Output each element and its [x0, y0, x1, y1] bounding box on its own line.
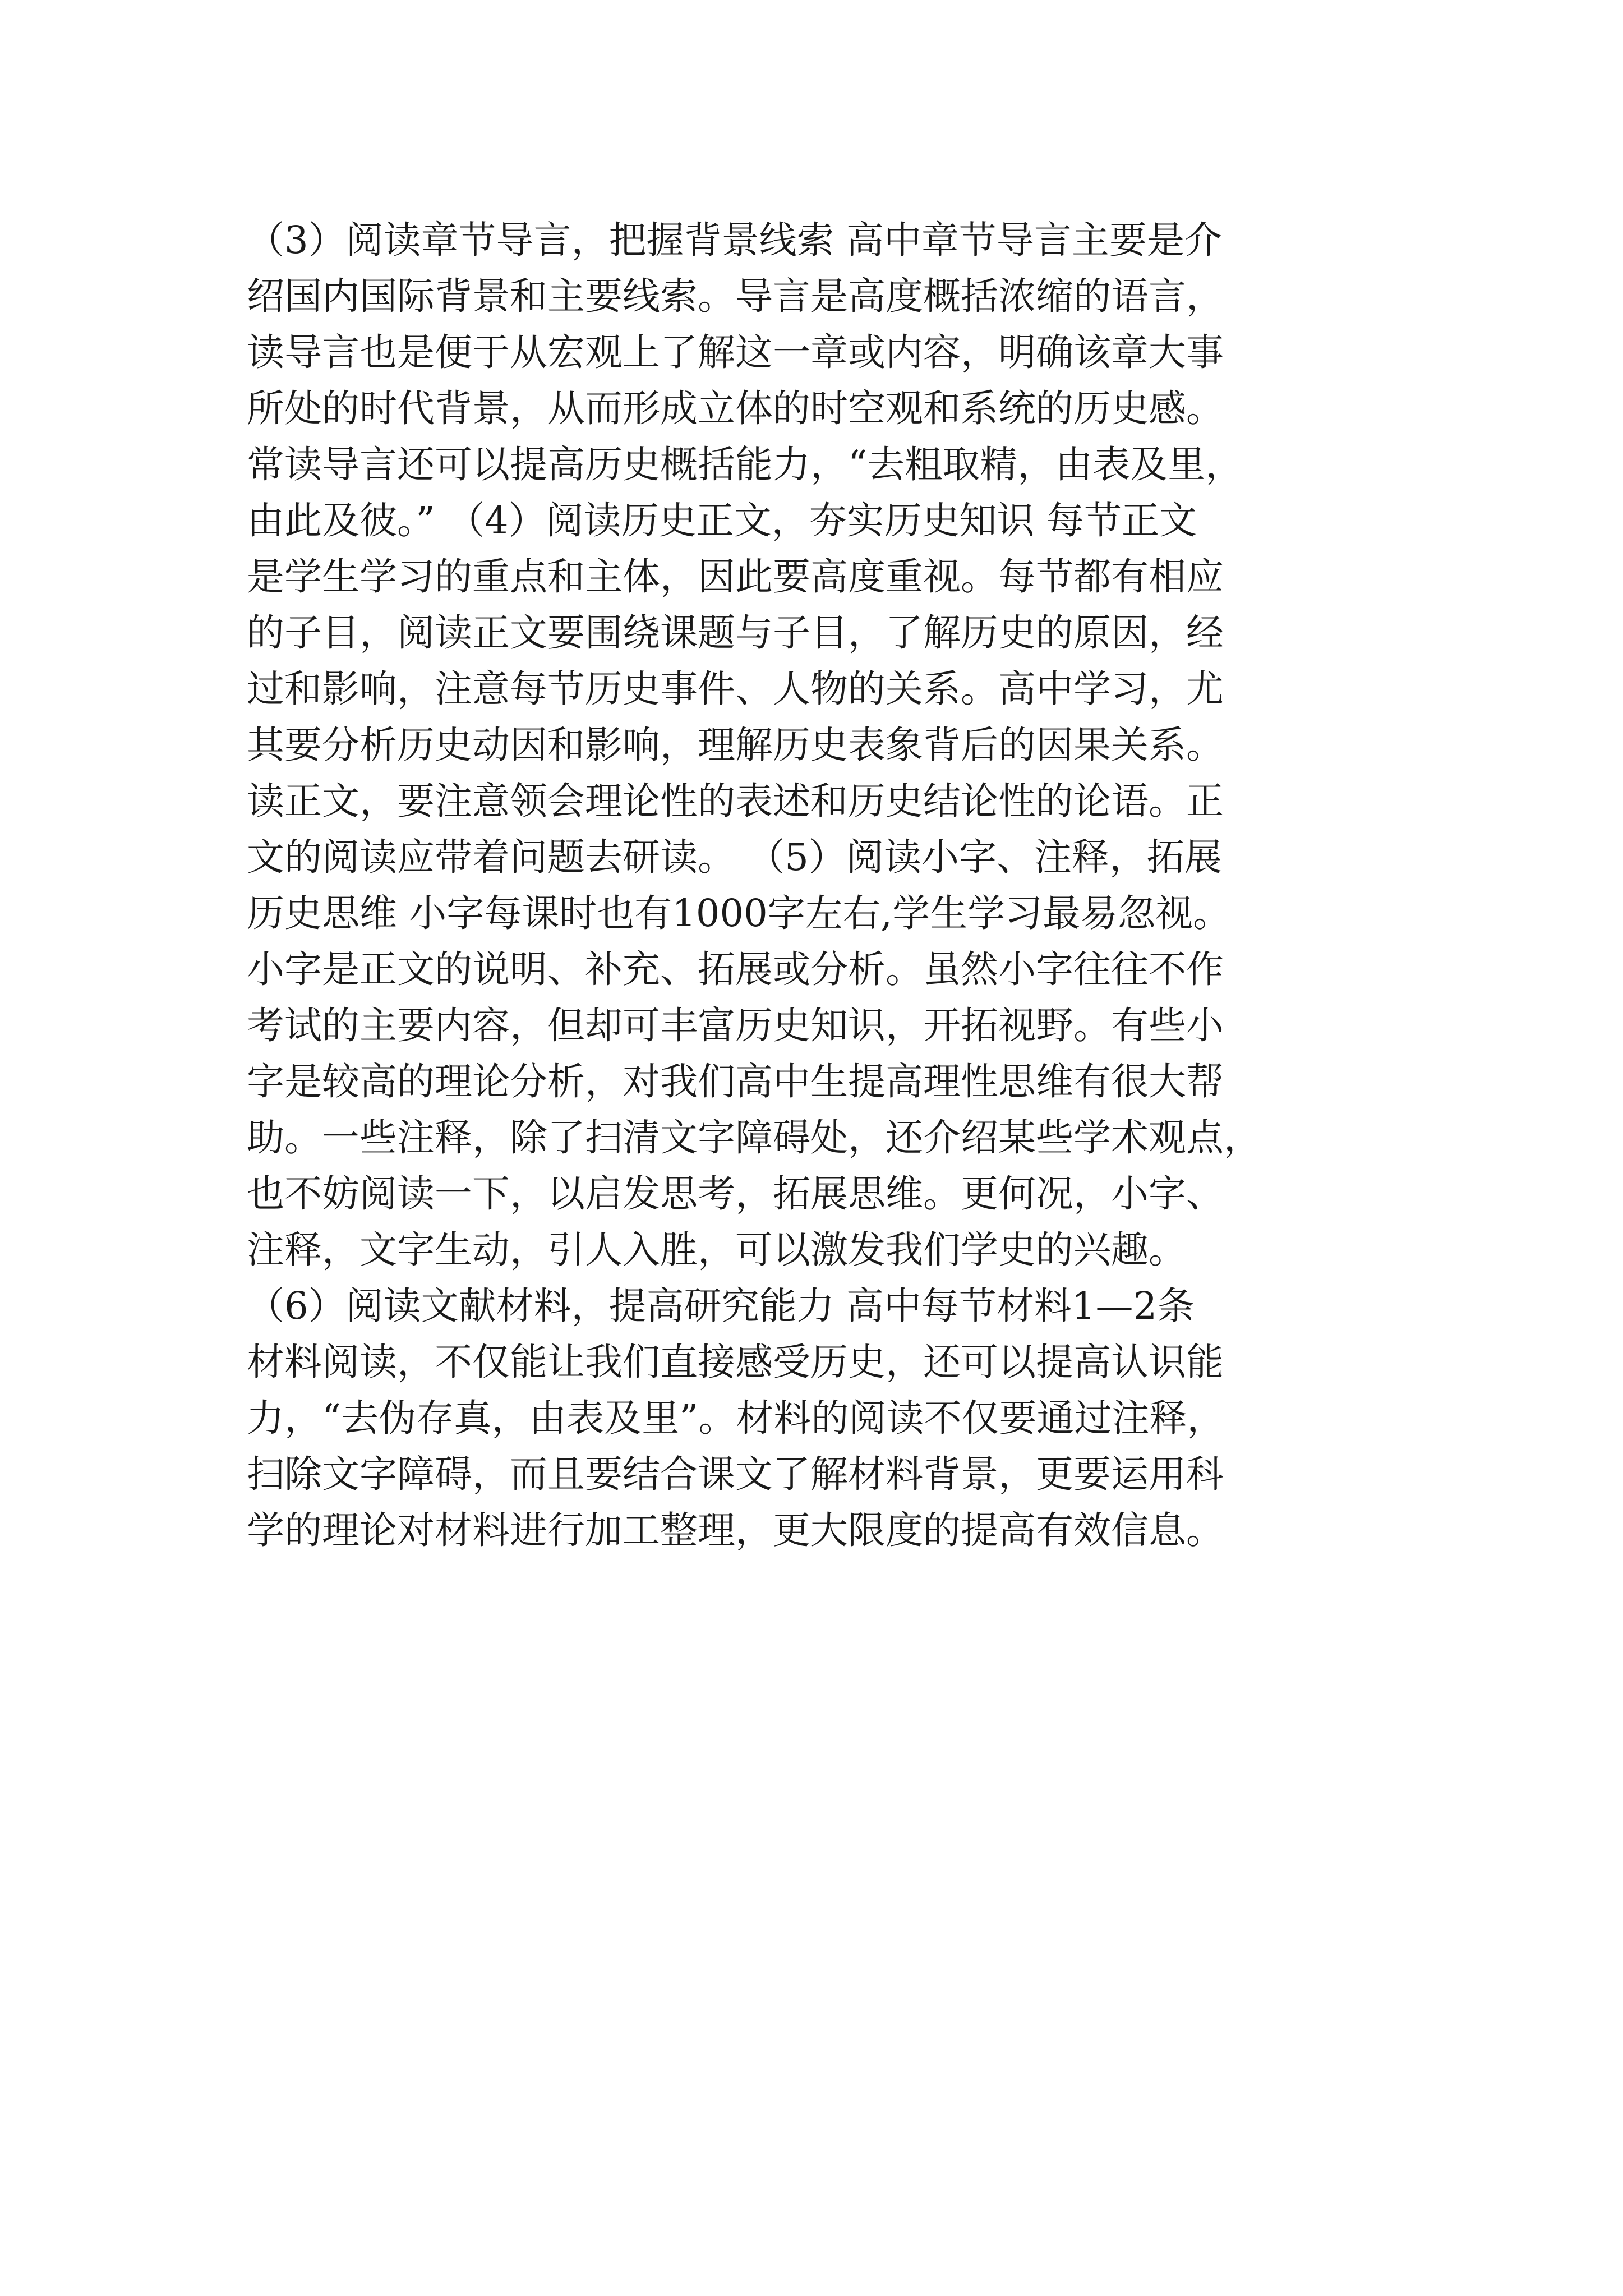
- text-line: 过和影响，注意每节历史事件、人物的关系。高中学习，尤: [247, 667, 1224, 711]
- text-line: 历史思维 小字每课时也有1000字左右,学生学习最易忽视。: [247, 891, 1231, 935]
- text-line: 的子目，阅读正文要围绕课题与子目，了解历史的原因，经: [247, 611, 1224, 655]
- text-line: 读导言也是便于从宏观上了解这一章或内容，明确该章大事: [247, 330, 1224, 374]
- text-line: 所处的时代背景，从而形成立体的时空观和系统的历史感。: [247, 386, 1224, 430]
- text-line: 也不妨阅读一下，以启发思考，拓展思维。更何况，小字、: [247, 1172, 1224, 1216]
- text-line: 材料阅读，不仅能让我们直接感受历史，还可以提高认识能: [247, 1340, 1224, 1384]
- text-line: 力，“去伪存真，由表及里”。材料的阅读不仅要通过注释，: [247, 1396, 1225, 1440]
- text-line: 助。一些注释，除了扫清文字障碍处，还介绍某些学术观点，: [247, 1116, 1261, 1159]
- text-line: 绍国内国际背景和主要线索。导言是高度概括浓缩的语言，: [247, 274, 1224, 318]
- text-line: 由此及彼。” （4）阅读历史正文，夯实历史知识 每节正文: [247, 499, 1197, 542]
- text-line: 是学生学习的重点和主体，因此要高度重视。每节都有相应: [247, 555, 1224, 599]
- text-line: 读正文，要注意领会理论性的表述和历史结论性的论语。正: [247, 779, 1224, 823]
- text-line: 其要分析历史动因和影响，理解历史表象背后的因果关系。: [247, 723, 1224, 767]
- text-line: 常读导言还可以提高历史概括能力，“去粗取精，由表及里，: [247, 443, 1243, 486]
- text-line: 字是较高的理论分析，对我们高中生提高理性思维有很大帮: [247, 1060, 1224, 1103]
- text-line: 学的理论对材料进行加工整理，更大限度的提高有效信息。: [247, 1508, 1224, 1552]
- body-text: [247, 212, 1424, 1558]
- text-line: 小字是正文的说明、补充、拓展或分析。虽然小字往往不作: [247, 947, 1224, 991]
- text-line: 注释，文字生动，引人入胜，可以激发我们学史的兴趣。: [247, 1228, 1186, 1272]
- text-line: （6）阅读文献材料，提高研究能力 高中每节材料1—2条: [247, 1284, 1195, 1328]
- text-line: 扫除文字障碍，而且要结合课文了解材料背景，更要运用科: [247, 1452, 1224, 1496]
- text-line: 文的阅读应带着问题去研读。 （5）阅读小字、注释，拓展: [247, 835, 1222, 879]
- text-line: （3）阅读章节导言，把握背景线索 高中章节导言主要是介: [247, 218, 1222, 262]
- text-line: 考试的主要内容，但却可丰富历史知识，开拓视野。有些小: [247, 1004, 1224, 1047]
